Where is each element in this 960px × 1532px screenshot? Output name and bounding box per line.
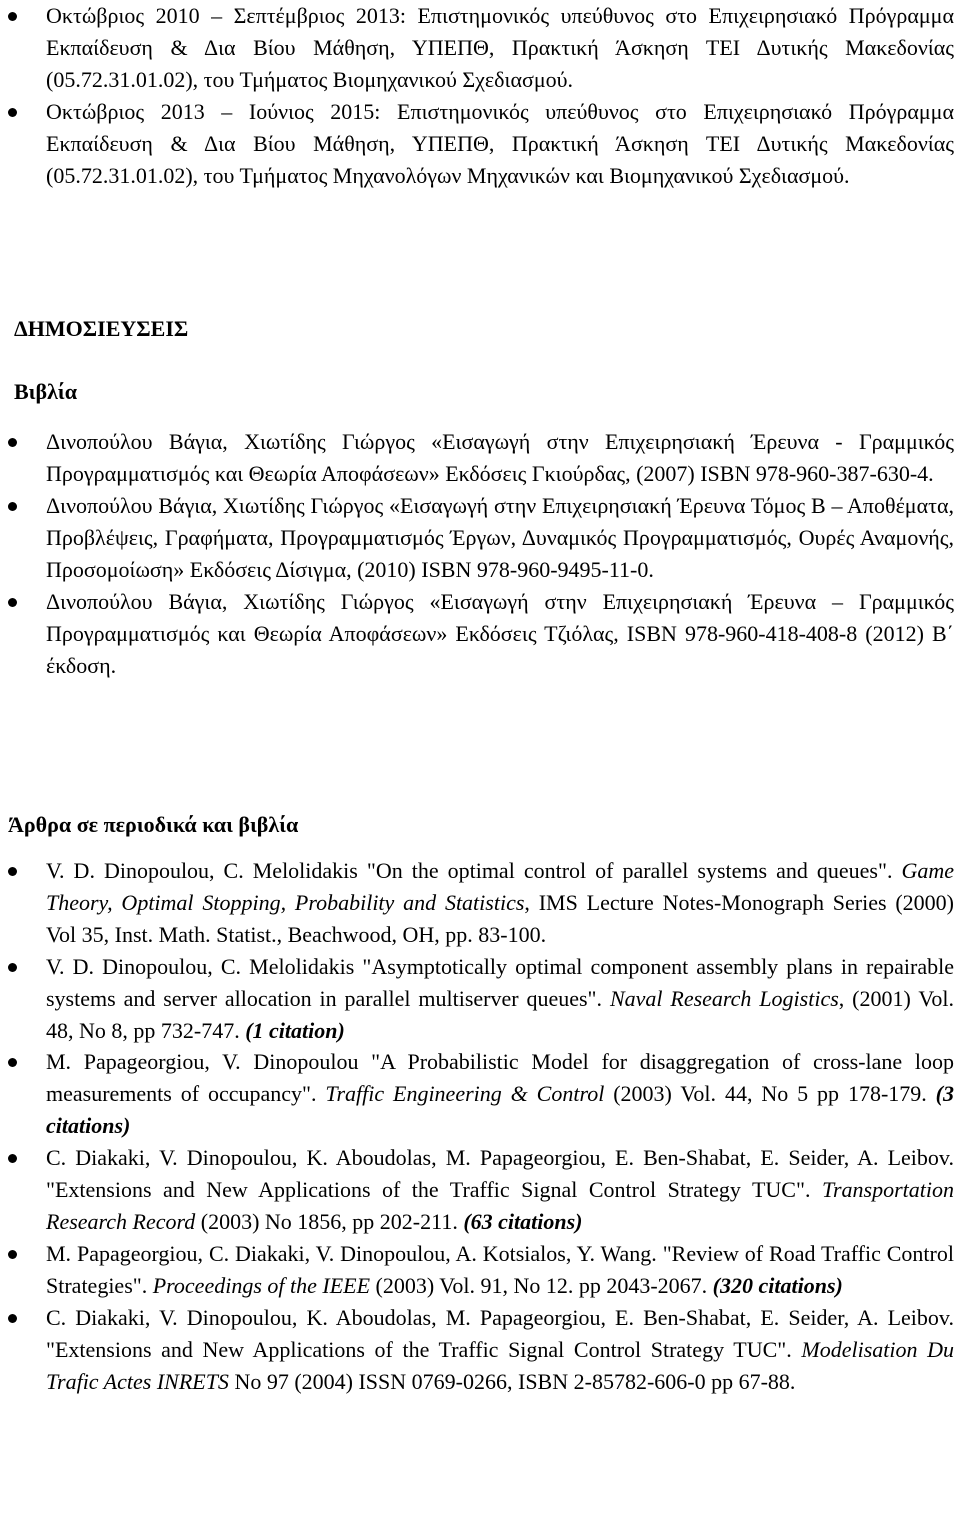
books-heading: Βιβλία — [14, 379, 77, 404]
article-item — [0, 1142, 960, 1238]
book-text: Δινοπούλου Βάγια, Χιωτίδης Γιώργος «Εισαγωγή στην Επιχειρησιακή Έρευνα – Γραμμικός Προγραμματισμός και Θεωρία Αποφάσεων» Εκδόσεις Τζιόλας, ISBN 978-960-418-408-8 (2012) Β΄ έκδοση. — [46, 589, 954, 678]
book-text: Δινοπούλου Βάγια, Χιωτίδης Γιώργος «Εισαγωγή στην Επιχειρησιακή Έρευνα Τόμος Β – Αποθέματα, Προβλέψεις, Γραφήματα, Προγραμματισμός Έργων, Δυναμικός Προγραμματισμός, Ουρές Αναμονής, Προσομοίωση» Εκδόσεις Δίσιγμα, (2010) ISBN 978-960-9495-11-0. — [46, 493, 954, 582]
publications-heading: ΔΗΜΟΣΙΕΥΣΕΙΣ — [14, 316, 189, 341]
articles-list — [0, 855, 960, 1397]
book-text: Δινοπούλου Βάγια, Χιωτίδης Γιώργος «Εισαγωγή στην Επιχειρησιακή Έρευνα - Γραμμικός Προγραμματισμός και Θεωρία Αποφάσεων» Εκδόσεις Γκιούρδας, (2007) ISBN 978-960-387-630-4. — [46, 429, 954, 486]
article-citations: (63 citations) — [463, 1208, 583, 1234]
article-authors-title: M. Papageorgiou, V. Dinopoulou "A Probabilistic Model for disaggregation of cross-lane loop measurements of occupancy". — [46, 1049, 954, 1107]
experience-item — [0, 96, 960, 192]
article-venue: Traffic Engineering & Control — [325, 1081, 605, 1107]
experience-item — [0, 0, 960, 96]
book-item — [0, 490, 960, 586]
bullet-icon — [8, 108, 17, 117]
article-item — [0, 1302, 960, 1398]
article-item — [0, 1238, 960, 1302]
article-venue: Proceedings of the IEEE — [152, 1272, 371, 1298]
article-details: , IMS Lecture Notes-Monograph Series (2000) Vol 35, Inst. Math. Statist., Beachwood, OH, pp. 83-100. — [46, 889, 955, 947]
bullet-icon — [8, 12, 17, 21]
article-authors-title: M. Papageorgiou, C. Diakaki, V. Dinopoulou, A. Kotsialos, Y. Wang. "Review of Road Traffic Control Strategies". — [46, 1240, 954, 1298]
article-venue: Transportation Research Record — [46, 1177, 954, 1234]
experience-list — [0, 0, 960, 192]
book-item — [0, 586, 960, 682]
article-venue: Game Theory, Optimal Stopping, Probability and Statistics — [46, 858, 954, 915]
bullet-icon — [8, 1250, 17, 1259]
bullet-icon — [8, 1058, 17, 1067]
article-details: No 97 (2004) ISSN 0769-0266, ISBN 2-85782-606-0 pp 67-88. — [228, 1368, 796, 1394]
bullet-icon — [8, 867, 17, 876]
article-venue: Modelisation Du Trafic Actes INRETS — [46, 1336, 954, 1394]
article-citations: (3 citations) — [46, 1081, 954, 1139]
articles-heading: Άρθρα σε περιοδικά και βιβλία — [8, 812, 299, 837]
article-citations: (1 citation) — [245, 1017, 345, 1043]
experience-text: Οκτώβριος 2013 – Ιούνιος 2015: Επιστημονικός υπεύθυνος στο Επιχειρησιακό Πρόγραμμα Εκπαίδευση & Δια Βίου Μάθηση, ΥΠΕΠΘ, Πρακτική Άσκηση ΤΕΙ Δυτικής Μακεδονίας (05.72.31.01.02), του Τμήματος Μηχανολόγων Μηχανικών και Βιομηχανικού Σχεδιασμού. — [46, 99, 954, 188]
bullet-icon — [8, 502, 17, 511]
article-details: , (2001) Vol. 48, No 8, pp 732-747. — [46, 985, 954, 1043]
article-authors-title: V. D. Dinopoulou, C. Melolidakis "Asymptotically optimal component assembly plans in repairable systems and server allocation in parallel multiserver queues". — [46, 953, 954, 1011]
article-authors-title: C. Diakaki, V. Dinopoulou, K. Aboudolas, M. Papageorgiou, E. Ben-Shabat, E. Seider, A. Leibov. "Extensions and New Applications of the Traffic Signal Control Strategy TUC". — [46, 1145, 954, 1203]
bullet-icon — [8, 1154, 17, 1163]
bullet-icon — [8, 438, 17, 447]
bullet-icon — [8, 1314, 17, 1323]
article-citations: (320 citations) — [712, 1272, 843, 1298]
book-item — [0, 426, 960, 490]
books-list — [0, 426, 960, 682]
article-item — [0, 1046, 960, 1142]
bullet-icon — [8, 963, 17, 972]
article-item — [0, 855, 960, 951]
article-authors-title: V. D. Dinopoulou, C. Melolidakis "On the optimal control of parallel systems and queues". — [46, 858, 902, 883]
article-details: (2003) No 1856, pp 202-211. — [195, 1208, 464, 1234]
article-details: (2003) Vol. 91, No 12. pp 2043-2067. — [370, 1272, 713, 1298]
article-details: (2003) Vol. 44, No 5 pp 178-179. — [604, 1081, 936, 1107]
article-authors-title: C. Diakaki, V. Dinopoulou, K. Aboudolas, M. Papageorgiou, E. Ben-Shabat, E. Seider, A. Leibov. "Extensions and New Applications of the Traffic Signal Control Strategy TUC". — [46, 1304, 954, 1362]
article-venue: Naval Research Logistics — [609, 985, 839, 1011]
article-item — [0, 951, 960, 1047]
experience-text: Οκτώβριος 2010 – Σεπτέμβριος 2013: Επιστημονικός υπεύθυνος στο Επιχειρησιακό Πρόγραμμα Εκπαίδευση & Δια Βίου Μάθηση, ΥΠΕΠΘ, Πρακτική Άσκηση ΤΕΙ Δυτικής Μακεδονίας (05.72.31.01.02), του Τμήματος Βιομηχανικού Σχεδιασμού. — [46, 3, 954, 92]
bullet-icon — [8, 598, 17, 607]
